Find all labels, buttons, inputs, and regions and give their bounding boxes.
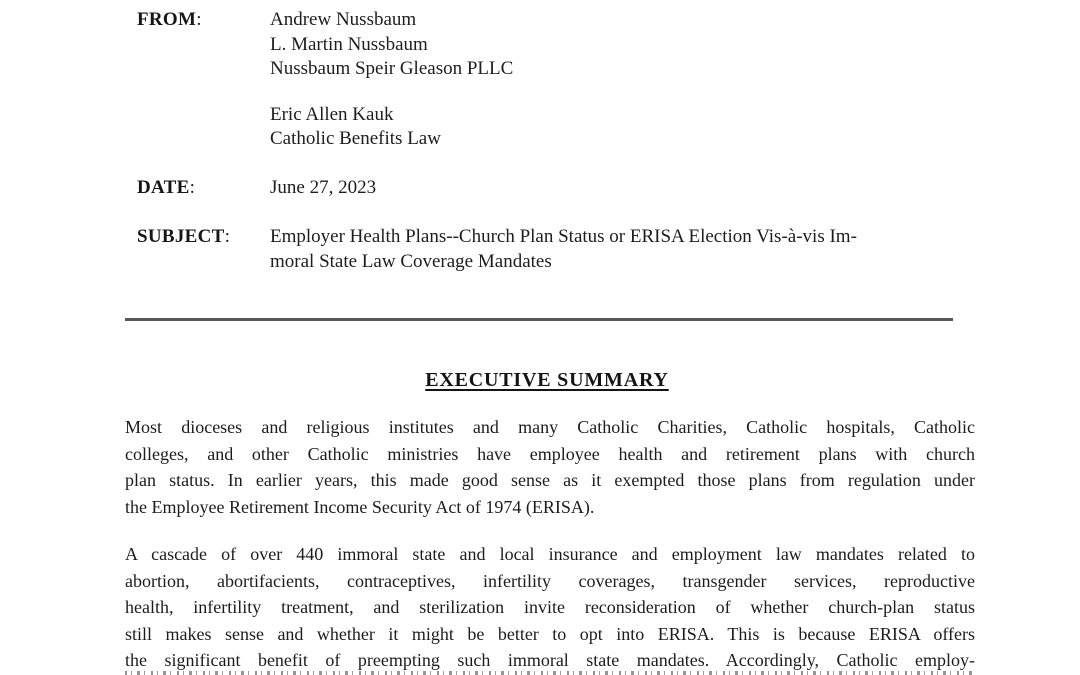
from-author-line: Catholic Benefits Law	[270, 128, 441, 149]
from-authors-group1	[270, 8, 990, 82]
paragraph-line: still makes sense and whether it might be better to opt into ERISA. This is because ERISA offers	[125, 623, 975, 644]
paragraph-line: the Employee Retirement Income Security Act of 1974 (ERISA).	[125, 496, 595, 517]
horizontal-divider-rule	[125, 318, 953, 321]
date-row	[0, 176, 1080, 201]
paragraph-line: the significant benefit of preempting such immoral state mandates. Accordingly, Catholic employ-	[125, 650, 975, 670]
executive-summary-body	[125, 414, 975, 674]
paragraph-line: A cascade of over 440 immoral state and local insurance and employment law mandates related to	[125, 544, 975, 564]
date-label-colon: :	[189, 176, 195, 198]
paragraph-line: abortion, abortifacients, contraceptives, infertility coverages, transgender services, reproductive	[125, 570, 975, 591]
date-label-text: DATE	[137, 176, 190, 198]
from-label-text: FROM	[137, 9, 197, 30]
subject-line: Employer Health Plans--Church Plan Status or ERISA Election Vis-à-vis Im-	[270, 226, 857, 247]
subject-label-text: SUBJECT	[137, 226, 225, 247]
memo-header	[0, 0, 1080, 274]
from-row-continued	[0, 103, 1080, 152]
from-row	[0, 8, 1080, 82]
paragraph-line: colleges, and other Catholic ministries have employee health and retirement plans with church	[125, 443, 975, 464]
paragraph-line: Most dioceses and religious institutes and many Catholic Charities, Catholic hospitals, Catholic	[125, 417, 975, 437]
from-author-line: Nussbaum Speir Gleason PLLC	[270, 58, 514, 79]
date-value: June 27, 2023	[270, 176, 377, 198]
from-author-line: Eric Allen Kauk	[270, 103, 394, 125]
subject-label	[137, 225, 270, 250]
paragraph	[125, 541, 975, 674]
subject-value	[270, 225, 990, 274]
subject-line: moral State Law Coverage Mandates	[270, 250, 552, 272]
from-label	[137, 8, 270, 33]
from-authors-group2	[270, 103, 990, 152]
from-author-line: L. Martin Nussbaum	[270, 33, 428, 55]
subject-row	[0, 225, 1080, 274]
paragraph-line: plan status. In earlier years, this made good sense as it exempted those plans from regulation under	[125, 470, 975, 490]
subject-label-colon: :	[224, 226, 230, 247]
executive-summary-heading: EXECUTIVE SUMMARY	[425, 369, 669, 391]
from-label-colon: :	[196, 9, 202, 30]
date-label	[137, 176, 270, 201]
from-author-line: Andrew Nussbaum	[270, 9, 417, 30]
paragraph-line: health, infertility treatment, and sterilization invite reconsideration of whether church-plan status	[125, 597, 975, 617]
clipped-text-line-artifact	[125, 671, 975, 675]
paragraph	[125, 414, 975, 520]
